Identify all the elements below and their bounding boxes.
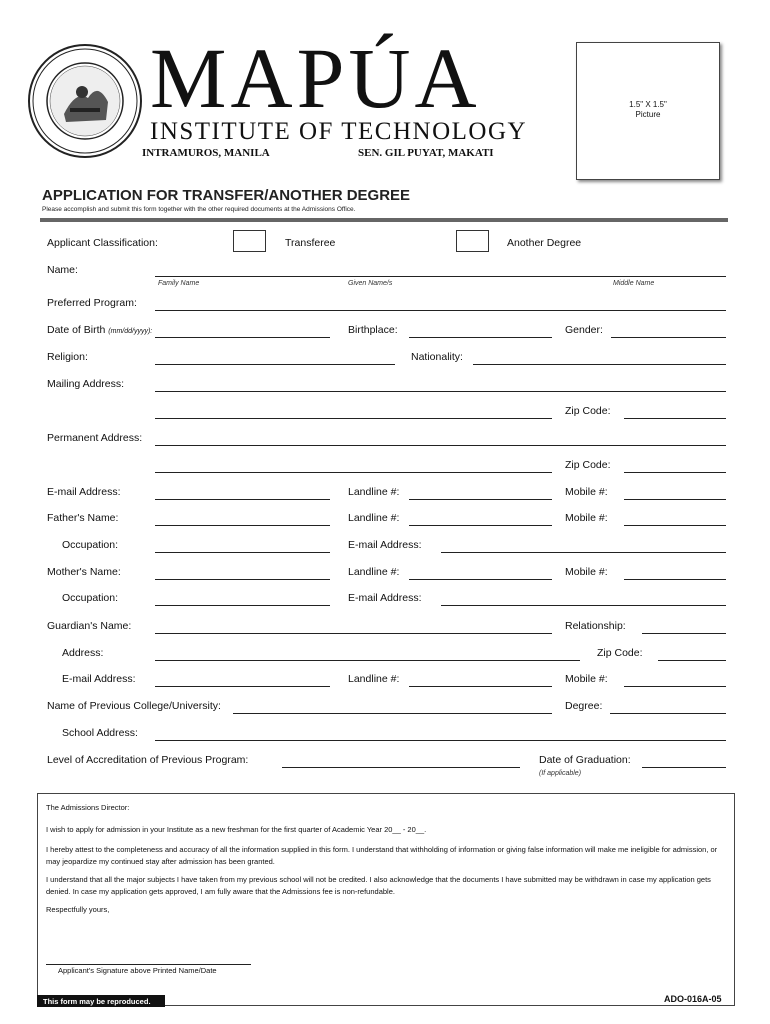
guardians-name-field[interactable] bbox=[155, 633, 552, 634]
father-mobile-label: Mobile #: bbox=[565, 512, 608, 524]
guardian-landline-label: Landline #: bbox=[348, 673, 400, 685]
father-occupation-label: Occupation: bbox=[62, 539, 119, 551]
mother-email-label: E-mail Address: bbox=[348, 592, 422, 604]
transferee-checkbox[interactable] bbox=[233, 230, 266, 252]
religion-label: Religion: bbox=[47, 351, 88, 363]
declaration-p3: I understand that all the major subjects I have taken from my previous school will not be credited. I also acknowledge that the documents I have submitted may be withdrawn in case my application gets denied. In case my application gets approved, I am fully aware that the Admissions fee is non-refundable. bbox=[46, 875, 711, 896]
mothers-name-field[interactable] bbox=[155, 579, 330, 580]
mailing-address-label: Mailing Address: bbox=[47, 378, 125, 390]
permanent-address-label: Permanent Address: bbox=[47, 432, 143, 444]
guardian-address-label: Address: bbox=[62, 647, 104, 659]
form-title: APPLICATION FOR TRANSFER/ANOTHER DEGREE bbox=[42, 187, 411, 204]
previous-college-label: Name of Previous College/University: bbox=[47, 700, 221, 712]
campus-makati: SEN. GIL PUYAT, MAKATI bbox=[358, 147, 494, 159]
brand-name: MAPÚA bbox=[150, 30, 481, 126]
mother-landline-field[interactable] bbox=[409, 579, 552, 580]
relationship-field[interactable] bbox=[642, 633, 726, 634]
permanent-zip-label: Zip Code: bbox=[565, 459, 611, 471]
declaration-closing: Respectfully yours, bbox=[46, 905, 110, 914]
father-mobile-field[interactable] bbox=[624, 525, 726, 526]
name-field[interactable] bbox=[155, 276, 726, 277]
name-label: Name: bbox=[47, 264, 78, 276]
nationality-field[interactable] bbox=[473, 364, 726, 365]
mother-occupation-label: Occupation: bbox=[62, 592, 119, 604]
fathers-name-label: Father's Name: bbox=[47, 512, 119, 524]
gender-field[interactable] bbox=[611, 337, 726, 338]
landline-label: Landline #: bbox=[348, 486, 400, 498]
gender-label: Gender: bbox=[565, 324, 603, 336]
institute-seal bbox=[26, 42, 144, 160]
mother-landline-label: Landline #: bbox=[348, 566, 400, 578]
guardian-landline-field[interactable] bbox=[409, 686, 552, 687]
guardian-address-field[interactable] bbox=[155, 660, 580, 661]
mother-mobile-label: Mobile #: bbox=[565, 566, 608, 578]
reproduction-note: This form may be reproduced. bbox=[37, 995, 165, 1007]
birthplace-label: Birthplace: bbox=[348, 324, 398, 336]
guardians-name-label: Guardian's Name: bbox=[47, 620, 132, 632]
religion-field[interactable] bbox=[155, 364, 395, 365]
father-landline-label: Landline #: bbox=[348, 512, 400, 524]
guardian-email-label: E-mail Address: bbox=[62, 673, 136, 685]
dob-format-hint: (mm/dd/yyyy): bbox=[108, 328, 153, 335]
degree-field[interactable] bbox=[610, 713, 726, 714]
family-name-caption: Family Name bbox=[158, 280, 200, 287]
declaration-p2: I hereby attest to the completeness and accuracy of all the information supplied in this form. I understand that withholding of information or giving false information will make me ineligible for admission, or may jeopardize my continued stay after admission has been granted. bbox=[46, 845, 718, 866]
date-of-birth-field[interactable] bbox=[155, 337, 330, 338]
given-names-caption: Given Name/s bbox=[348, 280, 393, 287]
date-of-graduation-label: Date of Graduation: bbox=[539, 754, 631, 766]
title-rule bbox=[40, 218, 728, 222]
email-field[interactable] bbox=[155, 499, 330, 500]
another-degree-label: Another Degree bbox=[507, 237, 582, 249]
father-occupation-field[interactable] bbox=[155, 552, 330, 553]
mailing-address-field-2[interactable] bbox=[155, 418, 552, 419]
preferred-program-label: Preferred Program: bbox=[47, 297, 137, 309]
nationality-label: Nationality: bbox=[411, 351, 463, 363]
landline-field[interactable] bbox=[409, 499, 552, 500]
picture-size: 1.5" X 1.5" bbox=[629, 100, 667, 109]
birthplace-field[interactable] bbox=[409, 337, 552, 338]
permanent-address-field[interactable] bbox=[155, 445, 726, 446]
mobile-label: Mobile #: bbox=[565, 486, 608, 498]
accreditation-label: Level of Accreditation of Previous Program: bbox=[47, 754, 249, 766]
transferee-label: Transferee bbox=[285, 237, 336, 249]
brand-subtitle: INSTITUTE OF TECHNOLOGY bbox=[150, 118, 528, 145]
guardian-mobile-field[interactable] bbox=[624, 686, 726, 687]
picture-label: Picture bbox=[635, 110, 661, 119]
date-of-graduation-field[interactable] bbox=[642, 767, 726, 768]
email-label: E-mail Address: bbox=[47, 486, 121, 498]
school-address-field[interactable] bbox=[155, 740, 726, 741]
mailing-zip-field[interactable] bbox=[624, 418, 726, 419]
campus-intramuros: INTRAMUROS, MANILA bbox=[142, 147, 270, 159]
school-address-label: School Address: bbox=[62, 727, 138, 739]
permanent-address-field-2[interactable] bbox=[155, 472, 552, 473]
mother-email-field[interactable] bbox=[441, 605, 726, 606]
form-code: ADO-016A-05 bbox=[664, 994, 722, 1004]
guardian-zip-label: Zip Code: bbox=[597, 647, 643, 659]
permanent-zip-field[interactable] bbox=[624, 472, 726, 473]
middle-name-caption: Middle Name bbox=[613, 280, 655, 287]
mothers-name-label: Mother's Name: bbox=[47, 566, 121, 578]
another-degree-checkbox[interactable] bbox=[456, 230, 489, 252]
signature-caption: Applicant's Signature above Printed Name/Date bbox=[58, 966, 217, 975]
declaration-salutation: The Admissions Director: bbox=[46, 803, 130, 812]
mailing-zip-label: Zip Code: bbox=[565, 405, 611, 417]
father-email-field[interactable] bbox=[441, 552, 726, 553]
signature-line[interactable] bbox=[46, 964, 251, 965]
father-landline-field[interactable] bbox=[409, 525, 552, 526]
date-of-birth-label: Date of Birth (mm/dd/yyyy): bbox=[47, 324, 153, 336]
mother-occupation-field[interactable] bbox=[155, 605, 330, 606]
previous-college-field[interactable] bbox=[233, 713, 552, 714]
form-instruction: Please accomplish and submit this form together with the other required documents at the Admissions Office. bbox=[42, 206, 356, 213]
degree-label: Degree: bbox=[565, 700, 603, 712]
relationship-label: Relationship: bbox=[565, 620, 626, 632]
guardian-mobile-label: Mobile #: bbox=[565, 673, 608, 685]
father-email-label: E-mail Address: bbox=[348, 539, 422, 551]
picture-box[interactable] bbox=[576, 42, 720, 180]
if-applicable-note: (If applicable) bbox=[539, 770, 582, 777]
mother-mobile-field[interactable] bbox=[624, 579, 726, 580]
declaration-p1: I wish to apply for admission in your Institute as a new freshman for the first quarter of Academic Year 20__ - 20__. bbox=[46, 825, 427, 834]
mailing-address-field[interactable] bbox=[155, 391, 726, 392]
accreditation-field[interactable] bbox=[282, 767, 520, 768]
mobile-field[interactable] bbox=[624, 499, 726, 500]
preferred-program-field[interactable] bbox=[155, 310, 726, 311]
guardian-zip-field[interactable] bbox=[658, 660, 726, 661]
fathers-name-field[interactable] bbox=[155, 525, 330, 526]
applicant-classification-label: Applicant Classification: bbox=[47, 237, 158, 249]
guardian-email-field[interactable] bbox=[155, 686, 330, 687]
